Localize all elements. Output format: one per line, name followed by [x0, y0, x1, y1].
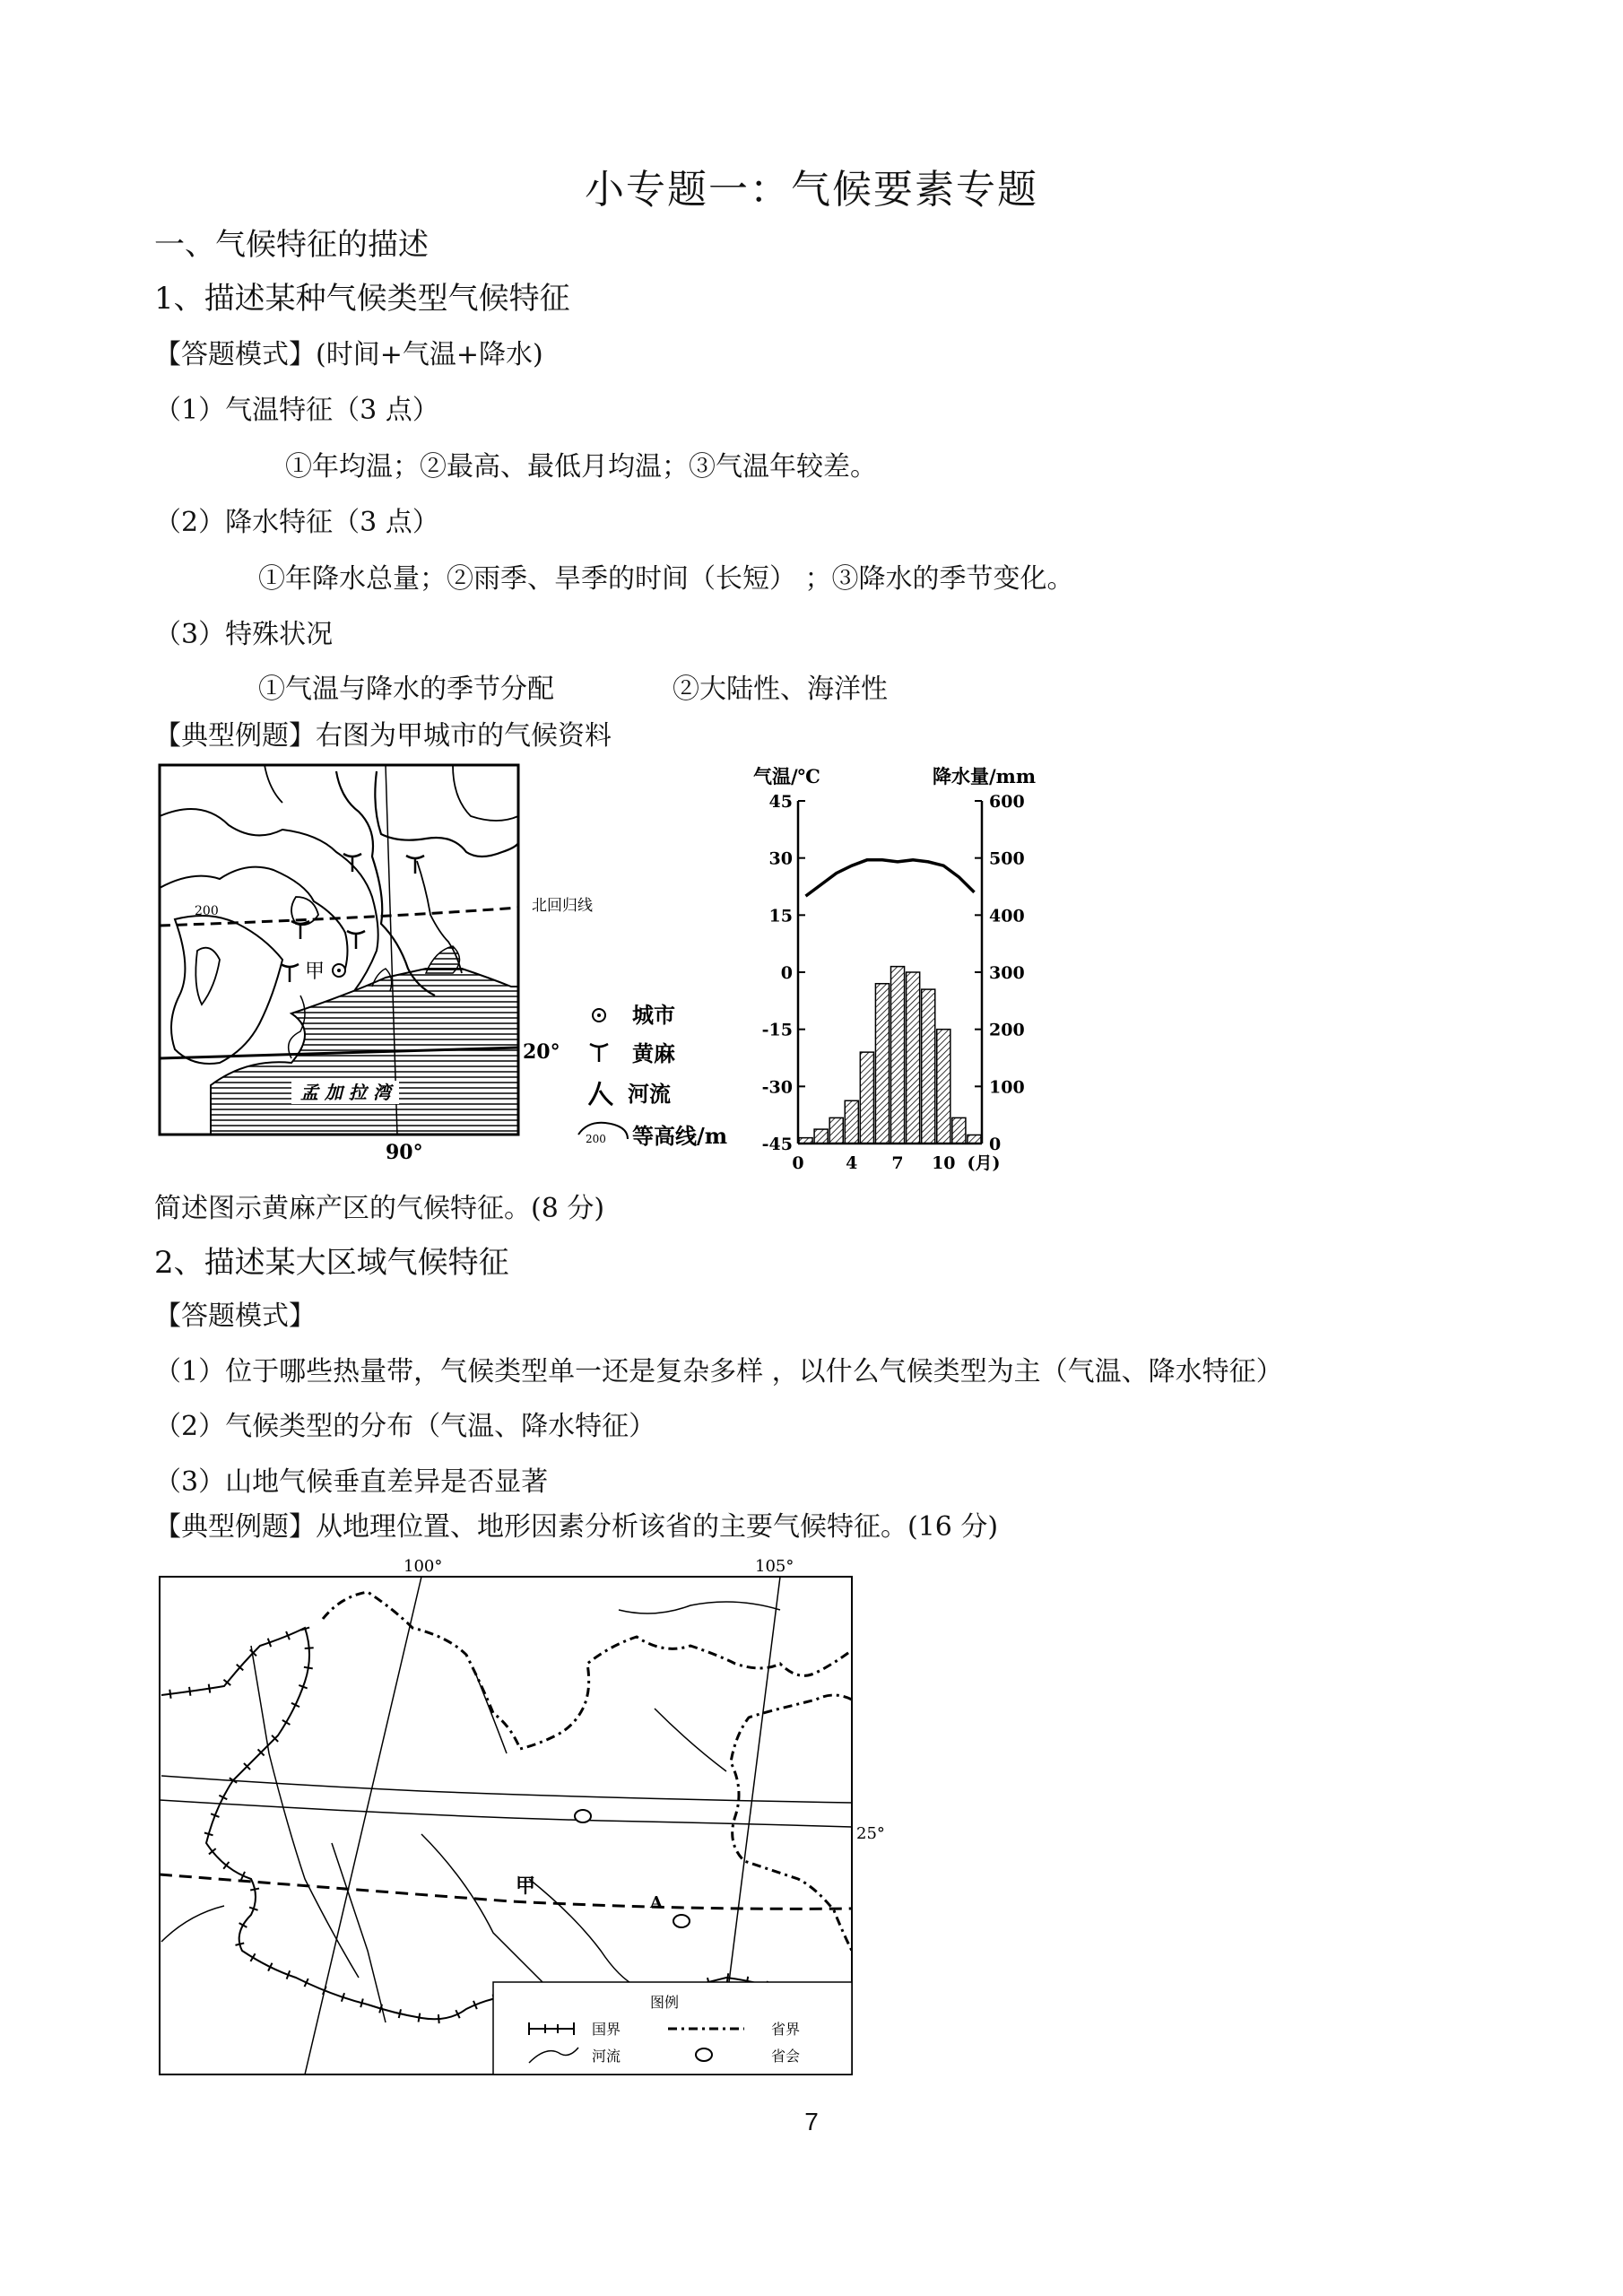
- temp-tick-label: 30: [768, 848, 793, 869]
- section1-heading: 一、气候特征的描述: [154, 227, 429, 263]
- legend-contour-sample: 200: [586, 1133, 606, 1145]
- map-province: [152, 1556, 885, 2094]
- capital-icon: [673, 1915, 690, 1927]
- x-unit-label: (月): [967, 1153, 1001, 1173]
- tropic-label: 北回归线: [532, 897, 593, 915]
- point-special-b: ②大陆性、海洋性: [673, 674, 888, 705]
- bay-label: 孟 加 拉 湾: [300, 1082, 391, 1103]
- border-tick: [209, 1684, 211, 1693]
- lat-label-25: 25°: [856, 1824, 885, 1843]
- city-label: 甲: [305, 961, 325, 983]
- precip-tick-label: 0: [989, 1135, 1002, 1154]
- provincial-border: [323, 1592, 852, 1951]
- legend-capital-icon: [696, 2048, 712, 2061]
- border-tick: [250, 1889, 259, 1891]
- point-distribution: （2）气候类型的分布（气温、降水特征）: [154, 1411, 656, 1442]
- label-jia: 甲: [516, 1874, 536, 1898]
- precip-tick-label: 600: [989, 792, 1025, 812]
- legend-river-icon: [589, 1082, 612, 1105]
- lon-label: 90°: [386, 1141, 423, 1164]
- contour-label: 200: [195, 904, 219, 918]
- map-jute-region: [157, 762, 749, 1175]
- border-tick: [235, 1943, 244, 1944]
- border-tick: [204, 1833, 213, 1836]
- legend-city: 城市: [632, 1002, 675, 1028]
- legend-jute-icon: [590, 1044, 608, 1062]
- capital-icon: [575, 1810, 591, 1822]
- temp-tick-label: 15: [768, 906, 793, 926]
- legend-river: 河流: [628, 1081, 671, 1107]
- x-tick-label: 10: [932, 1153, 956, 1173]
- point-precipitation: （2）降水特征（3 点）: [154, 507, 439, 538]
- point-precipitation-detail: ①年降水总量；②雨季、旱季的时间（长短） ；③降水的季节变化。: [258, 563, 1074, 595]
- jute-icon: [347, 931, 365, 949]
- temperature-line: [806, 860, 975, 896]
- legend-title: 图例: [650, 1994, 680, 2011]
- border-tick: [399, 2009, 401, 2018]
- example-1: 【典型例题】右图为甲城市的气候资料: [154, 720, 612, 752]
- precip-tick-label: 300: [989, 963, 1025, 983]
- lon-label-105: 105°: [755, 1557, 794, 1576]
- legend-contour: 等高线/m: [632, 1123, 728, 1149]
- y-left-label: 气温/℃: [753, 765, 820, 787]
- map1-legend: [578, 1002, 727, 1149]
- precip-tick-label: 400: [989, 906, 1025, 926]
- temp-tick-label: -30: [761, 1077, 793, 1098]
- precip-bar: [845, 1100, 858, 1144]
- precip-bar: [814, 1129, 828, 1144]
- border-tick: [304, 1667, 313, 1669]
- precip-bar: [922, 989, 935, 1144]
- jute-icon: [406, 856, 424, 874]
- lat-label: 20°: [523, 1040, 560, 1064]
- precip-bar: [891, 967, 905, 1144]
- precip-bar: [937, 1030, 950, 1144]
- subsection1-heading: 1、描述某种气候类型气候特征: [154, 281, 570, 317]
- answer-mode-1: 【答题模式】(时间+气温+降水): [154, 339, 543, 370]
- precip-tick-label: 100: [989, 1077, 1025, 1098]
- precip-tick-label: 500: [989, 848, 1025, 869]
- precip-bar: [952, 1118, 966, 1144]
- parallel-25: [160, 1800, 852, 1827]
- temp-tick-label: 45: [768, 792, 793, 812]
- question-1: 简述图示黄麻产区的气候特征。(8 分): [154, 1193, 605, 1224]
- border-tick: [727, 1973, 728, 1982]
- legend-jute: 黄麻: [632, 1040, 675, 1066]
- jute-icon: [281, 964, 299, 982]
- jute-icon: [343, 854, 361, 872]
- x-tick-label: 4: [846, 1153, 858, 1173]
- legend-capital: 省会: [771, 2048, 801, 2065]
- point-special-a: ①气温与降水的季节分配: [258, 674, 554, 705]
- border-tick: [360, 1998, 363, 2007]
- x-tick-label: 0: [792, 1153, 804, 1173]
- legend-provincial: 省界: [771, 2021, 801, 2038]
- map2-legend: [493, 1982, 852, 2074]
- tropic-line: [160, 1874, 852, 1909]
- answer-mode-2: 【答题模式】: [154, 1300, 316, 1332]
- legend-national: 国界: [592, 2021, 621, 2038]
- lon-label-100: 100°: [404, 1557, 443, 1576]
- page-number: 7: [804, 2108, 819, 2135]
- border-tick: [438, 2014, 439, 2023]
- example-2: 【典型例题】从地理位置、地形因素分析该省的主要气候特征。(16 分): [154, 1511, 999, 1543]
- precip-bar: [860, 1052, 873, 1144]
- point-vertical: （3）山地气候垂直差异是否显著: [154, 1466, 549, 1498]
- border-tick: [419, 2013, 421, 2022]
- rivers: [161, 1602, 852, 2022]
- border-tick: [169, 1690, 170, 1699]
- legend-river: 河流: [592, 2048, 621, 2065]
- climate-chart: [744, 758, 1067, 1179]
- temp-tick-label: -45: [761, 1135, 793, 1154]
- point-special: （3）特殊状况: [154, 619, 334, 650]
- point-temperature: （1）气温特征（3 点）: [154, 395, 439, 426]
- precip-bar: [907, 972, 920, 1144]
- point-zones: （1）位于哪些热量带，气候类型单一还是复杂多样 ，以什么气候类型为主（气温、降水特征）: [154, 1356, 1283, 1387]
- subsection2-heading: 2、描述某大区域气候特征: [154, 1245, 509, 1281]
- precip-bar: [875, 984, 889, 1144]
- x-tick-label: 7: [891, 1153, 904, 1173]
- precip-bar: [799, 1138, 812, 1144]
- page-title: 小专题一：气候要素专题: [585, 167, 1038, 213]
- precip-bar: [829, 1118, 843, 1144]
- y-right-label: 降水量/mm: [933, 765, 1037, 787]
- precip-tick-label: 200: [989, 1020, 1025, 1040]
- point-temperature-detail: ①年均温；②最高、最低月均温；③气温年较差。: [285, 451, 877, 483]
- temp-tick-label: 0: [780, 963, 793, 983]
- temp-tick-label: -15: [761, 1020, 793, 1040]
- precip-bar: [968, 1135, 981, 1144]
- border-tick: [189, 1687, 190, 1696]
- label-a: A: [650, 1893, 663, 1912]
